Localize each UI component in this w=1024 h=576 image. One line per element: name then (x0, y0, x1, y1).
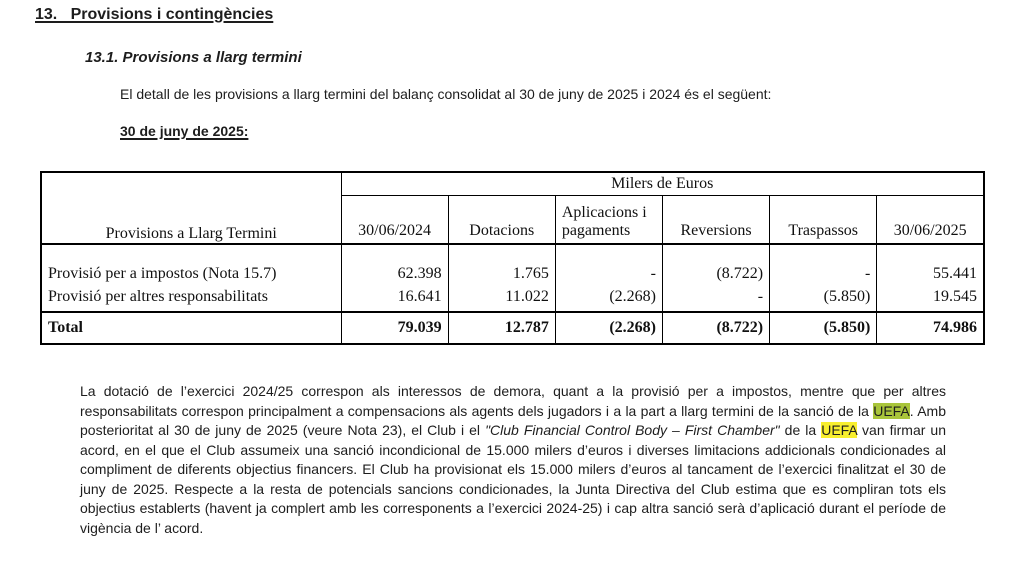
provisions-table (40, 171, 985, 345)
total-row (41, 312, 984, 344)
table-row (41, 285, 984, 312)
total-value-cell: 74.986 (877, 312, 984, 344)
total-value-cell: (5.850) (770, 312, 877, 344)
column-header: Traspassos (770, 196, 877, 245)
value-cell: 1.765 (448, 244, 555, 285)
value-cell: - (662, 285, 769, 312)
body-paragraph (80, 382, 946, 538)
value-cell: - (770, 244, 877, 285)
units-header: Milers de Euros (341, 172, 984, 196)
date-heading: 30 de juny de 2025: (120, 123, 249, 139)
column-header: Reversions (662, 196, 769, 245)
table-total-row (41, 312, 984, 344)
column-header: Aplicacions i pagaments (555, 196, 662, 245)
value-cell: 11.022 (448, 285, 555, 312)
column-header: 30/06/2025 (877, 196, 984, 245)
value-cell: (5.850) (770, 285, 877, 312)
total-value-cell: (2.268) (555, 312, 662, 344)
intro-text: El detall de les provisions a llarg termini del balanç consolidat al 30 de juny de 2025 i 2024 és el següent: (120, 86, 772, 102)
value-cell: (2.268) (555, 285, 662, 312)
value-cell: 62.398 (341, 244, 448, 285)
uefa-highlight-yellow: UEFA (821, 422, 857, 438)
value-cell: - (555, 244, 662, 285)
column-header: Dotacions (448, 196, 555, 245)
value-cell: 16.641 (341, 285, 448, 312)
paragraph-text: van firmar un acord, en el que el Club assumeix una sanció incondicional de 15.000 milers d’euros i diverses limitacions addicionals condicionades al compliment de diferents objectius financers. El Club ha provisionat els 15.000 milers d’euros al tancament de l’exercici finalitzat el 30 de juny de 2025. Respecte a la resta de potencials sancions condicionades, la Junta Directiva del Club estima que es compliran tots els objectius establerts (havent ja complert amb les corresponents a l’exercici 2024-25) i cap altra sanció serà d’aplicació durant el període de vigència de l’ acord. (80, 422, 947, 536)
subsection-heading: 13.1. Provisions a llarg termini (85, 49, 302, 66)
total-label: Total (41, 312, 341, 344)
value-cell: (8.722) (662, 244, 769, 285)
row-axis-header: Provisions a Llarg Termini (41, 172, 341, 244)
column-header: 30/06/2024 (341, 196, 448, 245)
row-label: Provisió per a impostos (Nota 15.7) (41, 244, 341, 285)
row-label: Provisió per altres responsabilitats (41, 285, 341, 312)
paragraph-text: "Club Financial Control Body – First Chamber" (485, 422, 780, 438)
total-value-cell: (8.722) (662, 312, 769, 344)
table-row (41, 244, 984, 285)
value-cell: 55.441 (877, 244, 984, 285)
uefa-highlight-green: UEFA (873, 402, 910, 419)
total-value-cell: 79.039 (341, 312, 448, 344)
value-cell: 19.545 (877, 285, 984, 312)
paragraph-text: de la (779, 422, 822, 438)
paragraph-text: . Amb posterioritat al 30 de juny de 2025 (veure Nota 23), el Club i el (80, 402, 946, 438)
table-header (41, 172, 984, 244)
paragraph-text: La dotació de l’exercici 2024/25 correspon als interessos de demora, quant a la provisió per a impostos, mentre que per altres responsabilitats correspon principalment a compensacions als agents dels jugadors i a la part a llarg termini de la sanció de la (80, 383, 946, 419)
total-value-cell: 12.787 (448, 312, 555, 344)
units-header-row (41, 172, 984, 196)
table-body (41, 244, 984, 312)
section-heading: 13. Provisions i contingències (35, 6, 274, 23)
